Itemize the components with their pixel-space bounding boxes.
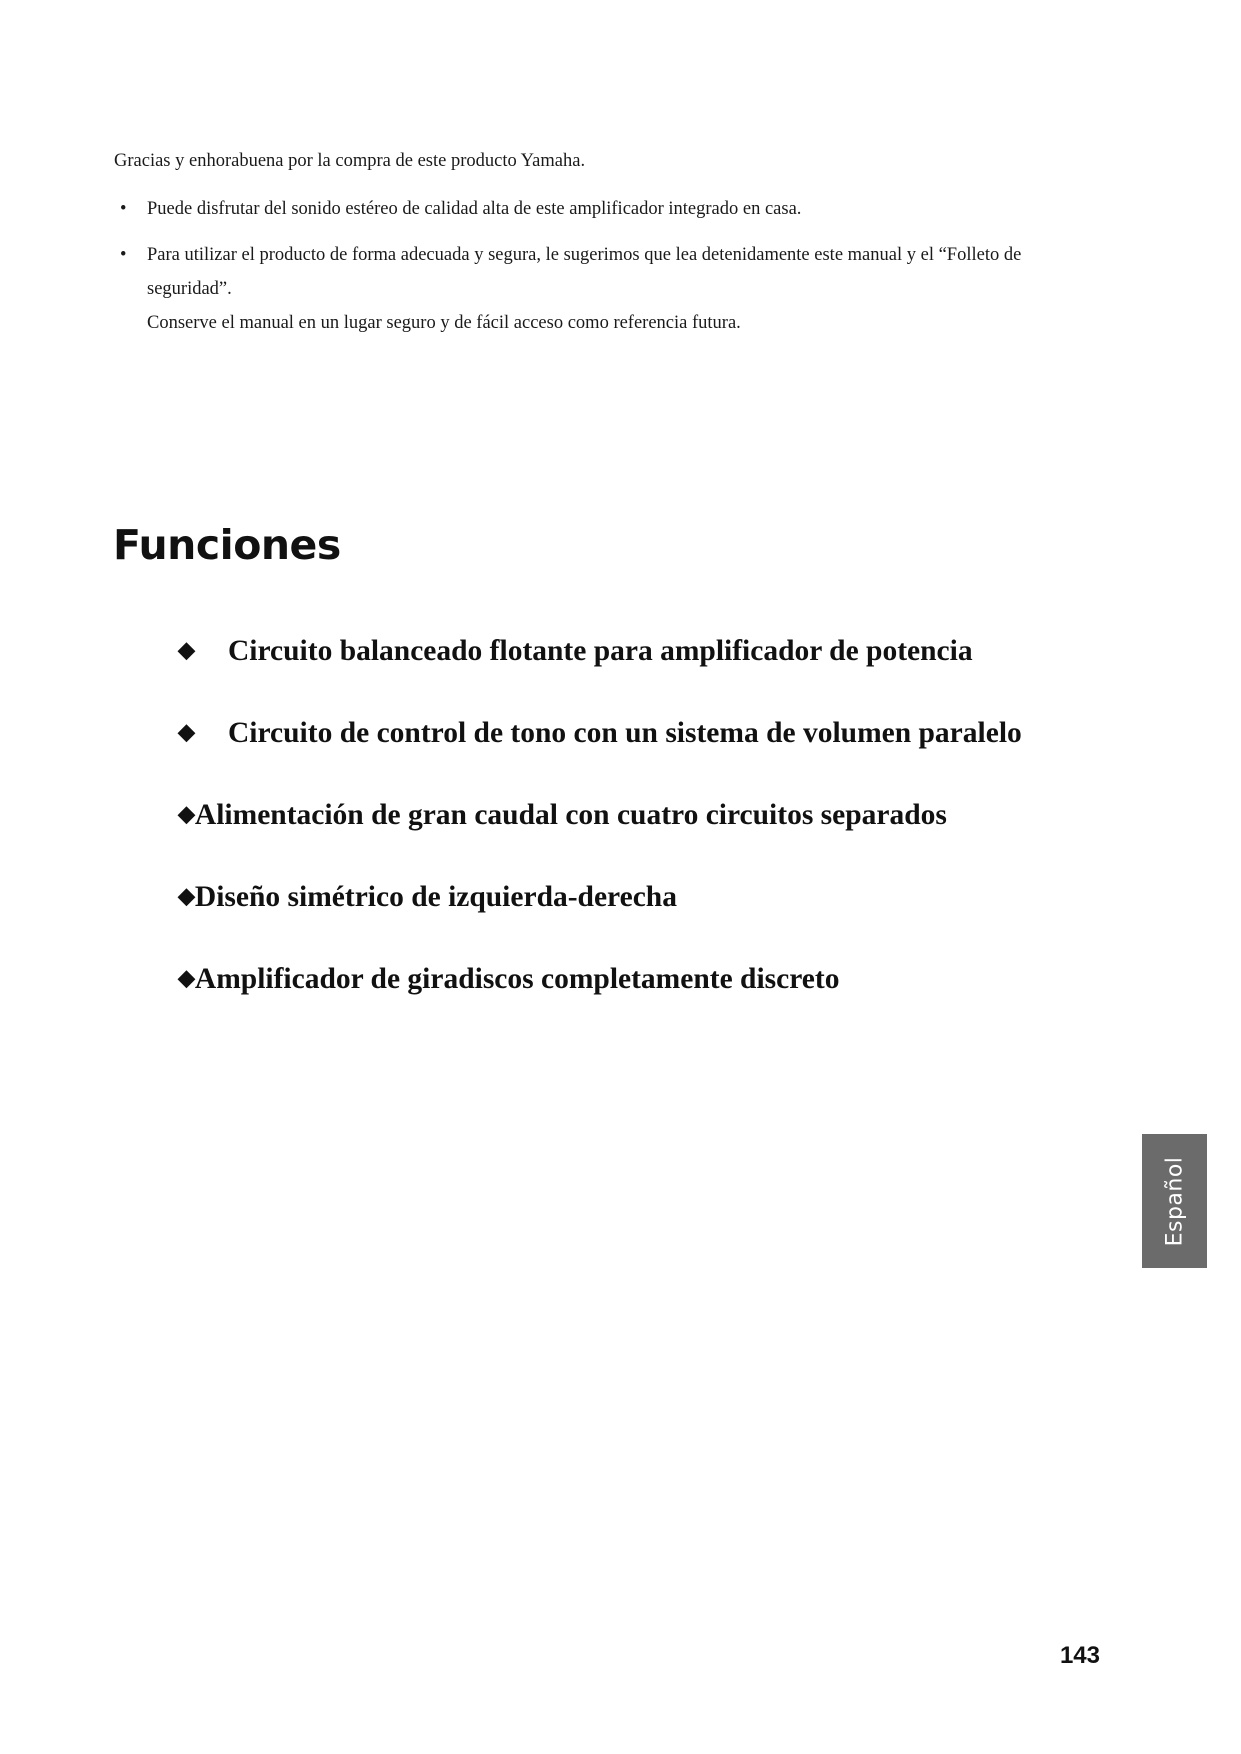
diamond-icon: ◆ [178,719,195,744]
feature-text: Amplificador de giradiscos completamente discreto [194,963,840,995]
features-list [178,630,1022,1040]
diamond-icon: ◆ [178,883,195,908]
bullet-text: Puede disfrutar del sonido estéreo de calidad alta de este amplificador integrado en casa. [147,199,802,219]
feature-item [178,712,1022,794]
feature-text: Diseño simétrico de izquierda-derecha [194,881,677,913]
feature-text: Circuito de control de tono con un sistema de volumen paralelo [228,717,1022,749]
feature-item [178,876,1022,958]
bullet-marker: • [120,245,127,265]
diamond-icon: ◆ [178,637,195,662]
feature-item [178,958,1022,1040]
intro-paragraph: Gracias y enhorabuena por la compra de este producto Yamaha. [114,151,586,171]
diamond-icon: ◆ [178,965,195,990]
diamond-icon: ◆ [178,801,195,826]
bullet-item [114,192,1104,226]
bullet-extra-text: Conserve el manual en un lugar seguro y de fácil acceso como referencia futura. [147,313,741,333]
feature-text: Alimentación de gran caudal con cuatro circuitos separados [194,799,947,831]
bullet-text: Para utilizar el producto de forma adecuada y segura, le sugerimos que lea detenidamente este manual y el “Folleto de seguridad”. [147,245,1022,299]
bullet-item [114,238,1104,340]
feature-item [178,794,1022,876]
language-side-tab [1142,1134,1207,1268]
intro-bullet-list [114,192,1104,352]
bullet-marker: • [120,199,127,219]
section-title: Funciones [113,521,341,569]
feature-text: Circuito balanceado flotante para amplificador de potencia [228,635,973,667]
page-number: 143 [1059,1642,1100,1669]
feature-item [178,630,1022,712]
language-tab-label: Español [1162,1156,1188,1246]
